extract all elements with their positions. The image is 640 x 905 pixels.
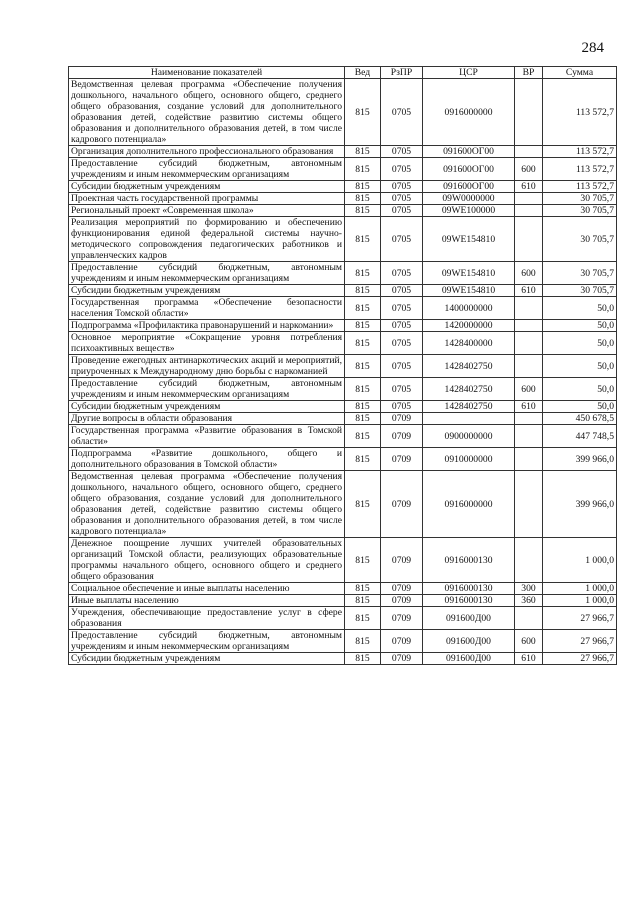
- cell-sum: 30 705,7: [543, 285, 617, 297]
- cell-rzpr: 0705: [381, 285, 423, 297]
- cell-name: Подпрограмма «Профилактика правонарушений и наркомании»: [69, 320, 345, 332]
- cell-name: Проектная часть государственной программы: [69, 193, 345, 205]
- table-row: [69, 181, 617, 193]
- cell-vr: 600: [515, 378, 543, 401]
- table-row: [69, 193, 617, 205]
- header-vr: ВР: [515, 67, 543, 79]
- table-row: [69, 448, 617, 471]
- cell-csr: 091600Д00: [423, 653, 515, 665]
- cell-csr: 1400000000: [423, 297, 515, 320]
- cell-ved: 815: [345, 378, 381, 401]
- cell-sum: 30 705,7: [543, 205, 617, 217]
- cell-vr: [515, 448, 543, 471]
- cell-sum: 50,0: [543, 297, 617, 320]
- cell-csr: 091600ОГ00: [423, 181, 515, 193]
- cell-name: Предоставление субсидий бюджетным, автономным учреждениям и иным некоммерческим организациям: [69, 378, 345, 401]
- table-row: [69, 471, 617, 538]
- cell-rzpr: 0705: [381, 146, 423, 158]
- table-row: [69, 146, 617, 158]
- table-row: [69, 413, 617, 425]
- cell-vr: [515, 297, 543, 320]
- cell-rzpr: 0709: [381, 607, 423, 630]
- cell-ved: 815: [345, 653, 381, 665]
- cell-sum: 27 966,7: [543, 630, 617, 653]
- cell-ved: 815: [345, 448, 381, 471]
- cell-ved: 815: [345, 413, 381, 425]
- table-row: [69, 332, 617, 355]
- table-body: [69, 79, 617, 665]
- cell-rzpr: 0705: [381, 205, 423, 217]
- cell-ved: 815: [345, 193, 381, 205]
- cell-sum: 399 966,0: [543, 471, 617, 538]
- cell-csr: 0916000130: [423, 583, 515, 595]
- cell-sum: 27 966,7: [543, 607, 617, 630]
- table-row: [69, 401, 617, 413]
- header-ved: Вед: [345, 67, 381, 79]
- cell-ved: 815: [345, 217, 381, 262]
- cell-csr: 09WE154810: [423, 217, 515, 262]
- cell-vr: 610: [515, 653, 543, 665]
- table-row: [69, 425, 617, 448]
- table-row: [69, 79, 617, 146]
- cell-name: Субсидии бюджетным учреждениям: [69, 401, 345, 413]
- cell-sum: 399 966,0: [543, 448, 617, 471]
- cell-name: Региональный проект «Современная школа»: [69, 205, 345, 217]
- cell-ved: 815: [345, 607, 381, 630]
- cell-vr: 610: [515, 181, 543, 193]
- cell-vr: [515, 332, 543, 355]
- cell-ved: 815: [345, 538, 381, 583]
- cell-name: Ведомственная целевая программа «Обеспечение получения дошкольного, начального общего, основного общего, среднего общего образования, создание условий для дополнительного образования детей, содействие развитию системы общего образования и дополнительного образования детей, в том числе кадрового потенциала»: [69, 79, 345, 146]
- cell-csr: 0916000000: [423, 471, 515, 538]
- cell-name: Проведение ежегодных антинаркотических акций и мероприятий, приуроченных к Международному дню борьбы с наркоманией: [69, 355, 345, 378]
- cell-name: Учреждения, обеспечивающие предоставление услуг в сфере образования: [69, 607, 345, 630]
- cell-rzpr: 0709: [381, 653, 423, 665]
- cell-ved: 815: [345, 401, 381, 413]
- cell-sum: 50,0: [543, 401, 617, 413]
- cell-csr: 1428402750: [423, 401, 515, 413]
- cell-ved: 815: [345, 595, 381, 607]
- cell-name: Иные выплаты населению: [69, 595, 345, 607]
- cell-csr: 0916000000: [423, 79, 515, 146]
- cell-rzpr: 0709: [381, 471, 423, 538]
- cell-rzpr: 0709: [381, 630, 423, 653]
- cell-ved: 815: [345, 355, 381, 378]
- cell-sum: 113 572,7: [543, 79, 617, 146]
- cell-name: Организация дополнительного профессионального образования: [69, 146, 345, 158]
- cell-name: Субсидии бюджетным учреждениям: [69, 181, 345, 193]
- page-number: 284: [581, 40, 604, 56]
- cell-ved: 815: [345, 471, 381, 538]
- table-row: [69, 262, 617, 285]
- cell-name: Реализация мероприятий по формированию и обеспечению функционирования единой федеральной системы научно-методического сопровождения педагогических работников и управленческих кадров: [69, 217, 345, 262]
- cell-ved: 815: [345, 285, 381, 297]
- table-row: [69, 583, 617, 595]
- cell-vr: 600: [515, 630, 543, 653]
- cell-csr: 09WE100000: [423, 205, 515, 217]
- cell-sum: 447 748,5: [543, 425, 617, 448]
- cell-vr: [515, 146, 543, 158]
- cell-rzpr: 0705: [381, 401, 423, 413]
- cell-vr: [515, 193, 543, 205]
- cell-csr: 1428400000: [423, 332, 515, 355]
- cell-csr: 091600Д00: [423, 630, 515, 653]
- cell-vr: 360: [515, 595, 543, 607]
- cell-ved: 815: [345, 146, 381, 158]
- cell-sum: 30 705,7: [543, 193, 617, 205]
- cell-ved: 815: [345, 297, 381, 320]
- cell-name: Ведомственная целевая программа «Обеспечение получения дошкольного, начального общего, основного общего, среднего общего образования, создание условий для дополнительного образования детей, содействие развитию системы общего образования и дополнительного образования детей, в том числе кадрового потенциала»: [69, 471, 345, 538]
- table-row: [69, 217, 617, 262]
- cell-ved: 815: [345, 158, 381, 181]
- cell-rzpr: 0705: [381, 79, 423, 146]
- cell-rzpr: 0709: [381, 448, 423, 471]
- cell-sum: 113 572,7: [543, 146, 617, 158]
- cell-name: Субсидии бюджетным учреждениям: [69, 285, 345, 297]
- cell-rzpr: 0705: [381, 320, 423, 332]
- header-csr: ЦСР: [423, 67, 515, 79]
- cell-vr: [515, 471, 543, 538]
- cell-sum: 113 572,7: [543, 158, 617, 181]
- cell-vr: [515, 205, 543, 217]
- cell-csr: 09W0000000: [423, 193, 515, 205]
- table-row: [69, 378, 617, 401]
- cell-rzpr: 0705: [381, 297, 423, 320]
- cell-sum: 50,0: [543, 355, 617, 378]
- table-row: [69, 320, 617, 332]
- cell-sum: 50,0: [543, 320, 617, 332]
- cell-rzpr: 0705: [381, 262, 423, 285]
- cell-ved: 815: [345, 630, 381, 653]
- cell-sum: 50,0: [543, 332, 617, 355]
- table-row: [69, 355, 617, 378]
- cell-vr: [515, 413, 543, 425]
- table-row: [69, 538, 617, 583]
- table-row: [69, 607, 617, 630]
- header-name: Наименование показателей: [69, 67, 345, 79]
- table-row: [69, 653, 617, 665]
- cell-name: Подпрограмма «Развитие дошкольного, общего и дополнительного образования в Томской области»: [69, 448, 345, 471]
- cell-vr: 610: [515, 401, 543, 413]
- cell-ved: 815: [345, 205, 381, 217]
- cell-ved: 815: [345, 320, 381, 332]
- cell-ved: 815: [345, 181, 381, 193]
- table-row: [69, 205, 617, 217]
- cell-csr: 1428402750: [423, 378, 515, 401]
- cell-vr: 600: [515, 262, 543, 285]
- cell-sum: 1 000,0: [543, 595, 617, 607]
- cell-rzpr: 0705: [381, 193, 423, 205]
- table-header: [69, 67, 617, 79]
- cell-vr: 300: [515, 583, 543, 595]
- cell-rzpr: 0709: [381, 595, 423, 607]
- cell-name: Предоставление субсидий бюджетным, автономным учреждениям и иным некоммерческим организациям: [69, 630, 345, 653]
- cell-csr: 0916000130: [423, 538, 515, 583]
- cell-csr: 091600ОГ00: [423, 158, 515, 181]
- table-row: [69, 285, 617, 297]
- cell-rzpr: 0709: [381, 583, 423, 595]
- cell-name: Денежное поощрение лучших учителей образовательных организаций Томской области, реализующих образовательные программы начального общего, основного общего и среднего общего образования: [69, 538, 345, 583]
- cell-vr: [515, 79, 543, 146]
- cell-name: Предоставление субсидий бюджетным, автономным учреждениям и иным некоммерческим организациям: [69, 262, 345, 285]
- cell-name: Другие вопросы в области образования: [69, 413, 345, 425]
- cell-csr: 091600ОГ00: [423, 146, 515, 158]
- cell-csr: 1420000000: [423, 320, 515, 332]
- cell-csr: 0900000000: [423, 425, 515, 448]
- cell-sum: 27 966,7: [543, 653, 617, 665]
- cell-csr: 09WE154810: [423, 285, 515, 297]
- cell-sum: 30 705,7: [543, 262, 617, 285]
- cell-rzpr: 0705: [381, 332, 423, 355]
- cell-name: Государственная программа «Обеспечение безопасности населения Томской области»: [69, 297, 345, 320]
- cell-rzpr: 0705: [381, 378, 423, 401]
- table-row: [69, 297, 617, 320]
- header-sum: Сумма: [543, 67, 617, 79]
- cell-ved: 815: [345, 583, 381, 595]
- cell-ved: 815: [345, 262, 381, 285]
- cell-sum: 30 705,7: [543, 217, 617, 262]
- cell-vr: [515, 320, 543, 332]
- cell-rzpr: 0709: [381, 538, 423, 583]
- cell-rzpr: 0709: [381, 413, 423, 425]
- cell-vr: 600: [515, 158, 543, 181]
- cell-vr: [515, 607, 543, 630]
- table-row: [69, 630, 617, 653]
- cell-csr: 09WE154810: [423, 262, 515, 285]
- header-rzpr: РзПР: [381, 67, 423, 79]
- cell-vr: 610: [515, 285, 543, 297]
- cell-vr: [515, 217, 543, 262]
- cell-csr: 091600Д00: [423, 607, 515, 630]
- table-row: [69, 158, 617, 181]
- cell-ved: 815: [345, 79, 381, 146]
- cell-rzpr: 0709: [381, 425, 423, 448]
- cell-sum: 50,0: [543, 378, 617, 401]
- cell-sum: 1 000,0: [543, 538, 617, 583]
- cell-name: Основное мероприятие «Сокращение уровня потребления психоактивных веществ»: [69, 332, 345, 355]
- cell-sum: 113 572,7: [543, 181, 617, 193]
- cell-csr: 0910000000: [423, 448, 515, 471]
- cell-rzpr: 0705: [381, 181, 423, 193]
- cell-name: Государственная программа «Развитие образования в Томской области»: [69, 425, 345, 448]
- cell-ved: 815: [345, 332, 381, 355]
- cell-rzpr: 0705: [381, 158, 423, 181]
- cell-csr: 1428402750: [423, 355, 515, 378]
- cell-name: Субсидии бюджетным учреждениям: [69, 653, 345, 665]
- cell-sum: 450 678,5: [543, 413, 617, 425]
- cell-rzpr: 0705: [381, 355, 423, 378]
- cell-sum: 1 000,0: [543, 583, 617, 595]
- cell-vr: [515, 425, 543, 448]
- cell-ved: 815: [345, 425, 381, 448]
- cell-rzpr: 0705: [381, 217, 423, 262]
- cell-vr: [515, 538, 543, 583]
- cell-vr: [515, 355, 543, 378]
- table-row: [69, 595, 617, 607]
- cell-csr: [423, 413, 515, 425]
- cell-name: Социальное обеспечение и иные выплаты населению: [69, 583, 345, 595]
- cell-csr: 0916000130: [423, 595, 515, 607]
- header-row: [69, 67, 617, 79]
- cell-name: Предоставление субсидий бюджетным, автономным учреждениям и иным некоммерческим организациям: [69, 158, 345, 181]
- budget-table: [68, 66, 617, 665]
